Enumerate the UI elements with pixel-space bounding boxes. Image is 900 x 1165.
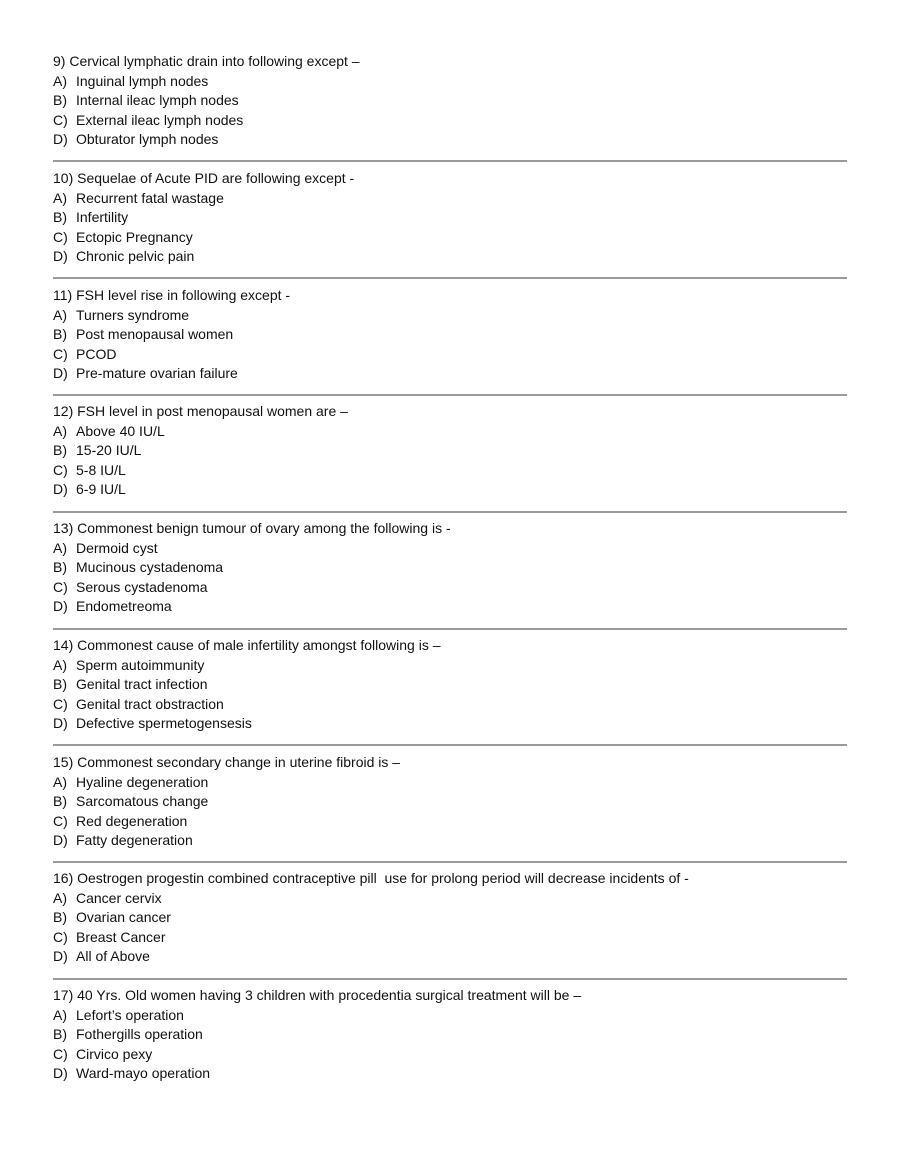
option-letter: A) bbox=[53, 422, 67, 439]
option-d bbox=[53, 247, 847, 267]
option-text: Red degeneration bbox=[76, 812, 188, 829]
option-c bbox=[53, 461, 847, 481]
option-text: Lefort’s operation bbox=[76, 1006, 184, 1023]
option-text: Recurrent fatal wastage bbox=[76, 189, 224, 206]
option-letter: D) bbox=[53, 248, 68, 264]
option-letter: C) bbox=[53, 812, 68, 829]
option-letter: C) bbox=[53, 228, 68, 245]
option-letter: D) bbox=[53, 832, 68, 848]
option-letter: D) bbox=[53, 481, 68, 497]
option-b bbox=[53, 792, 847, 812]
option-letter: C) bbox=[53, 928, 68, 945]
option-letter: D) bbox=[53, 365, 68, 381]
question-stem: 11) FSH level rise in following except - bbox=[53, 287, 291, 303]
option-letter: D) bbox=[53, 131, 68, 147]
option-text: Turners syndrome bbox=[76, 306, 190, 323]
option-c bbox=[53, 578, 847, 598]
option-text: PCOD bbox=[76, 345, 117, 362]
question-stem: 17) 40 Yrs. Old women having 3 children with procedentia surgical treatment will be – bbox=[53, 987, 582, 1003]
option-letter: B) bbox=[53, 442, 67, 458]
section-divider bbox=[53, 978, 847, 980]
option-text: Above 40 IU/L bbox=[76, 422, 165, 439]
option-d bbox=[53, 831, 847, 851]
option-letter: D) bbox=[53, 598, 68, 614]
option-b bbox=[53, 675, 847, 695]
option-c bbox=[53, 928, 847, 948]
option-text: External ileac lymph nodes bbox=[76, 111, 244, 128]
option-text: Serous cystadenoma bbox=[76, 578, 208, 595]
option-letter: B) bbox=[53, 559, 67, 575]
question-stem: 9) Cervical lymphatic drain into following except – bbox=[53, 53, 360, 69]
option-text: Post menopausal women bbox=[76, 326, 234, 342]
section-divider bbox=[53, 861, 847, 863]
option-text: Cancer cervix bbox=[76, 889, 162, 906]
question-15 bbox=[53, 753, 847, 851]
option-text: Hyaline degeneration bbox=[76, 773, 209, 790]
option-letter: A) bbox=[53, 889, 67, 906]
option-text: Sarcomatous change bbox=[76, 793, 209, 809]
option-text: Obturator lymph nodes bbox=[76, 131, 219, 147]
option-a bbox=[53, 656, 847, 676]
question-stem: 15) Commonest secondary change in uterine fibroid is – bbox=[53, 754, 401, 770]
option-d bbox=[53, 714, 847, 734]
option-letter: B) bbox=[53, 909, 67, 925]
option-letter: B) bbox=[53, 209, 67, 225]
option-text: Ward-mayo operation bbox=[76, 1065, 211, 1081]
question-12 bbox=[53, 402, 847, 500]
question-13 bbox=[53, 519, 847, 617]
option-letter: A) bbox=[53, 306, 67, 323]
option-text: Chronic pelvic pain bbox=[76, 248, 195, 264]
question-14 bbox=[53, 636, 847, 734]
option-letter: A) bbox=[53, 189, 67, 206]
option-a bbox=[53, 189, 847, 209]
option-c bbox=[53, 345, 847, 365]
option-text: Cirvico pexy bbox=[76, 1045, 153, 1062]
question-9 bbox=[53, 52, 847, 150]
option-letter: C) bbox=[53, 578, 68, 595]
question-stem: 12) FSH level in post menopausal women are – bbox=[53, 403, 348, 419]
option-c bbox=[53, 1045, 847, 1065]
option-d bbox=[53, 947, 847, 967]
option-letter: D) bbox=[53, 1065, 68, 1081]
option-text: 15-20 IU/L bbox=[76, 442, 142, 458]
option-c bbox=[53, 812, 847, 832]
option-letter: C) bbox=[53, 345, 68, 362]
option-a bbox=[53, 773, 847, 793]
option-letter: A) bbox=[53, 1006, 67, 1023]
option-b bbox=[53, 558, 847, 578]
section-divider bbox=[53, 160, 847, 162]
option-letter: B) bbox=[53, 676, 67, 692]
option-letter: A) bbox=[53, 72, 67, 89]
question-11 bbox=[53, 286, 847, 384]
option-letter: B) bbox=[53, 92, 67, 108]
option-a bbox=[53, 306, 847, 326]
option-letter: B) bbox=[53, 1026, 67, 1042]
option-letter: A) bbox=[53, 773, 67, 790]
option-a bbox=[53, 72, 847, 92]
option-text: Infertility bbox=[76, 209, 129, 225]
option-text: Endometreoma bbox=[76, 598, 172, 614]
section-divider bbox=[53, 394, 847, 396]
section-divider bbox=[53, 744, 847, 746]
option-a bbox=[53, 1006, 847, 1026]
option-b bbox=[53, 908, 847, 928]
option-d bbox=[53, 1064, 847, 1084]
option-d bbox=[53, 597, 847, 617]
option-c bbox=[53, 111, 847, 131]
question-16 bbox=[53, 869, 847, 967]
question-stem: 13) Commonest benign tumour of ovary among the following is - bbox=[53, 520, 451, 536]
question-stem: 10) Sequelae of Acute PID are following except - bbox=[53, 170, 355, 186]
option-letter: C) bbox=[53, 695, 68, 712]
option-b bbox=[53, 325, 847, 345]
option-text: Dermoid cyst bbox=[76, 539, 158, 556]
option-letter: A) bbox=[53, 539, 67, 556]
option-b bbox=[53, 441, 847, 461]
option-d bbox=[53, 364, 847, 384]
option-letter: C) bbox=[53, 1045, 68, 1062]
option-letter: C) bbox=[53, 461, 68, 478]
section-divider bbox=[53, 277, 847, 279]
question-17 bbox=[53, 986, 847, 1084]
option-c bbox=[53, 228, 847, 248]
option-b bbox=[53, 91, 847, 111]
option-letter: D) bbox=[53, 948, 68, 964]
option-a bbox=[53, 539, 847, 559]
option-b bbox=[53, 1025, 847, 1045]
option-text: Defective spermetogensesis bbox=[76, 715, 252, 731]
option-text: Breast Cancer bbox=[76, 928, 166, 945]
question-10 bbox=[53, 169, 847, 267]
question-stem: 14) Commonest cause of male infertility amongst following is – bbox=[53, 637, 441, 653]
option-text: Genital tract obstraction bbox=[76, 695, 224, 712]
option-letter: B) bbox=[53, 793, 67, 809]
question-stem: 16) Oestrogen progestin combined contraceptive pill use for prolong period will decrease incidents of - bbox=[53, 870, 689, 886]
section-divider bbox=[53, 511, 847, 513]
section-divider bbox=[53, 628, 847, 630]
option-text: All of Above bbox=[76, 948, 150, 964]
option-text: Pre-mature ovarian failure bbox=[76, 365, 238, 381]
option-d bbox=[53, 480, 847, 500]
option-text: Ectopic Pregnancy bbox=[76, 228, 193, 245]
option-text: 5-8 IU/L bbox=[76, 461, 126, 478]
option-letter: C) bbox=[53, 111, 68, 128]
option-a bbox=[53, 889, 847, 909]
option-a bbox=[53, 422, 847, 442]
option-letter: A) bbox=[53, 656, 67, 673]
option-text: Fatty degeneration bbox=[76, 832, 193, 848]
option-text: Genital tract infection bbox=[76, 676, 208, 692]
option-b bbox=[53, 208, 847, 228]
option-text: Ovarian cancer bbox=[76, 909, 171, 925]
option-text: Sperm autoimmunity bbox=[76, 656, 205, 673]
option-letter: D) bbox=[53, 715, 68, 731]
option-c bbox=[53, 695, 847, 715]
option-text: Mucinous cystadenoma bbox=[76, 559, 224, 575]
option-text: Internal ileac lymph nodes bbox=[76, 92, 239, 108]
option-text: 6-9 IU/L bbox=[76, 481, 126, 497]
option-d bbox=[53, 130, 847, 150]
option-text: Inguinal lymph nodes bbox=[76, 72, 209, 89]
option-text: Fothergills operation bbox=[76, 1026, 203, 1042]
option-letter: B) bbox=[53, 326, 67, 342]
